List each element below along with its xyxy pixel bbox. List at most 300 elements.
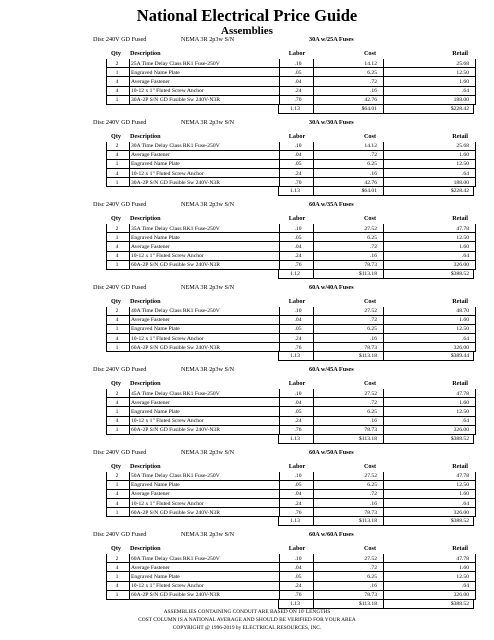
total-labor: 1.13 [290, 188, 300, 195]
column-header-cost: Cost [363, 462, 376, 470]
column-divider [313, 352, 314, 360]
cell-description: 10-12 x 1" Fluted Screw Anchor [131, 253, 204, 260]
column-header-cost: Cost [363, 297, 376, 305]
total-cost: $113.18 [359, 435, 377, 442]
cell-retail: 48.70 [456, 308, 469, 314]
column-header-labor: Labor [288, 215, 306, 222]
cell-retail: 1.60 [459, 78, 469, 85]
cell-cost: .72 [370, 399, 377, 406]
cell-description: 10-12 x 1" Fluted Screw Anchor [131, 88, 204, 95]
table-row [107, 508, 475, 517]
cell-qty: 1 [115, 408, 119, 415]
cell-qty: 4 [115, 317, 119, 324]
cell-description: 50A Time Delay Class RK1 Fuse-250V [131, 473, 220, 479]
cell-retail: 1.60 [459, 152, 469, 159]
column-headers [106, 296, 476, 307]
cell-retail: 1.60 [459, 491, 469, 498]
column-header-labor: Labor [288, 545, 306, 552]
cell-cost: 6.25 [367, 326, 377, 333]
cell-labor: .05 [294, 234, 302, 241]
column-divider [313, 435, 314, 443]
column-divider [383, 270, 384, 278]
cell-labor: .10 [294, 225, 302, 232]
table-row [107, 178, 475, 187]
cell-qty: 1 [115, 427, 119, 434]
cell-description: 10-12 x 1" Fluted Screw Anchor [131, 335, 204, 342]
column-header-qty: Qty [111, 50, 121, 57]
total-retail: $388.52 [450, 518, 469, 525]
cell-retail: 326.00 [453, 509, 469, 516]
cell-qty: 2 [115, 225, 119, 232]
table-row [107, 233, 475, 242]
cell-qty: 4 [115, 335, 119, 342]
column-divider [313, 517, 314, 525]
cell-qty: 4 [115, 253, 119, 260]
cell-cost: 78.73 [364, 344, 377, 351]
table-row [107, 334, 475, 343]
cell-retail: .64 [462, 88, 469, 95]
total-cost: $64.01 [361, 188, 377, 195]
total-cost: $64.01 [361, 105, 377, 112]
cell-retail: 326.00 [453, 262, 469, 269]
table-row [107, 87, 475, 96]
total-retail: $388.52 [450, 435, 469, 442]
cell-description: 45A Time Delay Class RK1 Fuse-250V [131, 390, 220, 397]
column-divider [383, 105, 384, 113]
table-row [107, 68, 475, 77]
totals-row [278, 270, 474, 279]
totals-row [278, 187, 474, 196]
column-headers [106, 131, 476, 142]
cell-retail: 326.00 [453, 427, 469, 434]
assembly-table [106, 296, 476, 362]
table-row [107, 426, 475, 435]
section-header [93, 36, 473, 46]
cell-retail: 12.50 [456, 234, 469, 241]
totals-row [278, 352, 474, 361]
table-body [106, 307, 476, 353]
cell-description: Average Fastener [131, 399, 170, 406]
cell-cost: 14.12 [364, 60, 377, 67]
cell-labor: .10 [294, 555, 302, 562]
total-cost: $113.18 [359, 270, 377, 277]
cell-qty: 2 [115, 555, 119, 562]
footer-line: COST COLUMN IS A NATIONAL AVERAGE AND SHOULD BE VERIFIED FOR YOUR AREA [138, 617, 356, 623]
cell-labor: .24 [294, 583, 302, 590]
cell-description: Average Fastener [131, 78, 170, 85]
cell-labor: .76 [294, 427, 302, 434]
cell-qty: 4 [115, 243, 119, 250]
cell-cost: .16 [370, 253, 377, 260]
cell-cost: 27.52 [364, 473, 377, 479]
cell-labor: .76 [294, 344, 302, 351]
cell-qty: 1 [115, 179, 119, 186]
section-header [93, 366, 473, 376]
column-header-retail: Retail [452, 462, 468, 470]
column-header-cost: Cost [363, 545, 376, 552]
cell-labor: .24 [294, 88, 302, 95]
column-header-description: Description [130, 297, 161, 305]
cell-labor: .04 [294, 399, 302, 406]
cell-qty: 1 [115, 97, 119, 104]
cell-qty: 1 [115, 326, 119, 333]
cell-labor: .24 [294, 418, 302, 425]
cell-retail: 12.50 [456, 408, 469, 415]
section-header-col1: Disc 240V GD Fused [93, 448, 147, 456]
table-row [107, 142, 475, 151]
column-header-cost: Cost [363, 215, 376, 222]
total-labor: 1.13 [290, 105, 300, 112]
totals-row [278, 600, 474, 609]
cell-cost: 42.76 [364, 97, 377, 104]
table-body [106, 142, 476, 188]
table-row [107, 160, 475, 169]
cell-labor: .70 [294, 179, 302, 186]
column-header-qty: Qty [111, 297, 121, 305]
section-header-col3: 60A w/45A Fuses [309, 366, 354, 373]
cell-cost: 78.73 [364, 592, 377, 599]
cell-cost: 27.52 [364, 555, 377, 562]
total-retail: $388.52 [450, 600, 469, 607]
cell-retail: .64 [462, 335, 469, 342]
table-row [107, 389, 475, 398]
cell-retail: 1.60 [459, 317, 469, 324]
cell-retail: .64 [462, 170, 469, 177]
total-labor: 1.13 [290, 353, 300, 360]
table-row [107, 307, 475, 316]
cell-cost: 78.73 [364, 427, 377, 434]
table-body [106, 472, 476, 518]
totals-row [278, 105, 474, 114]
cell-qty: 2 [115, 143, 119, 149]
cell-description: 40A Time Delay Class RK1 Fuse-250V [131, 308, 220, 314]
assembly-table [106, 48, 476, 114]
column-header-cost: Cost [363, 132, 376, 140]
column-header-qty: Qty [111, 132, 121, 140]
total-labor: 1.12 [290, 270, 300, 277]
cell-cost: .72 [370, 243, 377, 250]
cell-qty: 2 [115, 60, 119, 67]
cell-retail: 326.00 [453, 592, 469, 599]
section-header [93, 449, 473, 459]
cell-retail: 12.50 [456, 326, 469, 333]
cell-description: Engraved Name Plate [131, 326, 180, 333]
cell-qty: 1 [115, 573, 119, 580]
column-header-description: Description [130, 132, 161, 140]
column-divider [383, 517, 384, 525]
cell-description: Average Fastener [131, 243, 170, 250]
cell-description: 10-12 x 1" Fluted Screw Anchor [131, 418, 204, 425]
cell-labor: .05 [294, 573, 302, 580]
column-header-labor: Labor [288, 462, 306, 470]
cell-description: 10-12 x 1" Fluted Screw Anchor [131, 500, 204, 507]
cell-description: 60A-2P S/N GD Fusible Sw 240V-N3R [131, 344, 220, 351]
column-divider [383, 352, 384, 360]
cell-retail: .64 [462, 500, 469, 507]
cell-cost: 14.12 [364, 143, 377, 149]
cell-labor: .10 [294, 308, 302, 314]
cell-qty: 4 [115, 88, 119, 95]
column-divider [383, 187, 384, 195]
cell-qty: 1 [115, 161, 119, 168]
table-body [106, 554, 476, 600]
section-header [93, 201, 473, 211]
cell-cost: .16 [370, 88, 377, 95]
column-header-description: Description [130, 215, 161, 222]
table-row [107, 490, 475, 499]
total-retail: $228.42 [450, 188, 469, 195]
column-header-description: Description [130, 462, 161, 470]
column-header-retail: Retail [452, 215, 468, 222]
cell-labor: .70 [294, 97, 302, 104]
section-header [93, 284, 473, 294]
cell-qty: 2 [115, 308, 119, 314]
cell-description: 60A-2P S/N GD Fusible Sw 240V-N3R [131, 509, 220, 516]
cell-cost: 6.25 [367, 408, 377, 415]
cell-qty: 1 [115, 509, 119, 516]
cell-description: Average Fastener [131, 152, 170, 159]
column-header-description: Description [130, 380, 161, 387]
cell-labor: .76 [294, 262, 302, 269]
column-header-qty: Qty [111, 215, 121, 222]
section-header-col2: NEMA 3R 2p3w S/N [181, 201, 235, 208]
cell-labor: .05 [294, 326, 302, 333]
cell-retail: 1.60 [459, 399, 469, 406]
column-header-cost: Cost [363, 50, 376, 57]
column-header-retail: Retail [452, 297, 468, 305]
footer-line: COPYRIGHT @ 1996-2019 by ELECTRICAL RESOURCES, INC. [172, 625, 322, 631]
cell-labor: .05 [294, 161, 302, 168]
cell-description: 60A Time Delay Class RK1 Fuse-250V [131, 555, 220, 562]
footer-line: ASSEMBLIES CONTAINING CONDUIT ARE BASED ON 10' LENGTHS [163, 609, 331, 615]
table-row [107, 151, 475, 160]
cell-qty: 4 [115, 491, 119, 498]
total-cost: $113.18 [359, 353, 377, 360]
column-header-cost: Cost [363, 380, 376, 387]
cell-cost: .16 [370, 500, 377, 507]
table-row [107, 572, 475, 581]
cell-retail: 12.50 [456, 482, 469, 489]
cell-retail: 188.00 [453, 97, 469, 104]
cell-retail: 188.00 [453, 179, 469, 186]
cell-labor: .04 [294, 243, 302, 250]
total-labor: 1.13 [290, 600, 300, 607]
column-headers [106, 213, 476, 224]
section-header-col3: 60A w/50A Fuses [309, 448, 354, 456]
section-header-col1: Disc 240V GD Fused [93, 283, 147, 291]
section-header-col3: 60A w/35A Fuses [309, 201, 354, 208]
cell-qty: 4 [115, 152, 119, 159]
section-header-col3: 60A w/40A Fuses [309, 283, 354, 291]
cell-cost: .16 [370, 170, 377, 177]
cell-labor: .10 [294, 60, 302, 67]
cell-cost: 27.52 [364, 390, 377, 397]
cell-retail: 326.00 [453, 344, 469, 351]
cell-description: 60A-2P S/N GD Fusible Sw 240V-N3R [131, 262, 220, 269]
cell-cost: 6.25 [367, 69, 377, 76]
cell-labor: .04 [294, 491, 302, 498]
section-header-col1: Disc 240V GD Fused [93, 366, 147, 373]
column-divider [313, 270, 314, 278]
section-header-col3: 30A w/30A Fuses [309, 118, 354, 126]
cell-cost: 27.52 [364, 225, 377, 232]
cell-description: Engraved Name Plate [131, 408, 180, 415]
table-row [107, 554, 475, 563]
cell-retail: 47.78 [456, 225, 469, 232]
cell-labor: .10 [294, 143, 302, 149]
cell-cost: 6.25 [367, 234, 377, 241]
cell-cost: 42.76 [364, 179, 377, 186]
cell-retail: 12.50 [456, 69, 469, 76]
cell-description: 10-12 x 1" Fluted Screw Anchor [131, 170, 204, 177]
table-row [107, 261, 475, 270]
column-divider [383, 600, 384, 608]
cell-labor: .05 [294, 408, 302, 415]
total-cost: $113.18 [359, 600, 377, 607]
cell-labor: .04 [294, 152, 302, 159]
cell-retail: 12.50 [456, 573, 469, 580]
cell-description: Engraved Name Plate [131, 573, 180, 580]
cell-qty: 1 [115, 69, 119, 76]
table-row [107, 563, 475, 572]
table-body [106, 224, 476, 270]
section-header [93, 531, 473, 541]
section-header-col2: NEMA 3R 2p3w S/N [181, 118, 235, 126]
cell-description: 35A Time Delay Class RK1 Fuse-250V [131, 225, 220, 232]
cell-retail: 25.68 [456, 60, 469, 67]
table-row [107, 582, 475, 591]
cell-cost: .72 [370, 564, 377, 571]
cell-qty: 4 [115, 170, 119, 177]
cell-labor: .05 [294, 69, 302, 76]
total-retail: $389.44 [450, 353, 469, 360]
cell-description: 60A-2P S/N GD Fusible Sw 240V-N3R [131, 427, 220, 434]
cell-description: 25A Time Delay Class RK1 Fuse-250V [131, 60, 220, 67]
cell-labor: .10 [294, 473, 302, 479]
cell-qty: 4 [115, 78, 119, 85]
cell-description: Engraved Name Plate [131, 482, 180, 489]
cell-labor: .24 [294, 253, 302, 260]
cell-qty: 1 [115, 262, 119, 269]
cell-labor: .04 [294, 78, 302, 85]
cell-cost: 27.52 [364, 308, 377, 314]
cell-cost: .72 [370, 152, 377, 159]
column-header-labor: Labor [288, 297, 306, 305]
cell-retail: .64 [462, 253, 469, 260]
cell-qty: 4 [115, 583, 119, 590]
cell-retail: 47.78 [456, 555, 469, 562]
column-header-retail: Retail [452, 380, 468, 387]
cell-cost: .72 [370, 317, 377, 324]
page-subtitle: Assemblies [221, 25, 273, 37]
cell-description: Average Fastener [131, 564, 170, 571]
table-body [106, 59, 476, 105]
cell-description: Average Fastener [131, 317, 170, 324]
section-header-col2: NEMA 3R 2p3w S/N [181, 283, 235, 291]
assembly-table [106, 543, 476, 609]
section-header-col2: NEMA 3R 2p3w S/N [181, 531, 235, 538]
section-header-col1: Disc 240V GD Fused [93, 36, 147, 43]
cell-retail: .64 [462, 418, 469, 425]
cell-retail: 12.50 [456, 161, 469, 168]
cell-qty: 1 [115, 482, 119, 489]
cell-qty: 1 [115, 592, 119, 599]
cell-description: Engraved Name Plate [131, 234, 180, 241]
table-row [107, 224, 475, 233]
cell-description: 30A-2P S/N GD Fusible Sw 240V-N3R [131, 97, 220, 104]
column-header-qty: Qty [111, 462, 121, 470]
table-row [107, 77, 475, 86]
cell-qty: 1 [115, 234, 119, 241]
cell-labor: .10 [294, 390, 302, 397]
column-header-qty: Qty [111, 380, 121, 387]
cell-qty: 1 [115, 344, 119, 351]
column-headers [106, 461, 476, 472]
column-header-labor: Labor [288, 380, 306, 387]
table-row [107, 316, 475, 325]
cell-cost: .72 [370, 78, 377, 85]
cell-cost: .16 [370, 418, 377, 425]
cell-labor: .24 [294, 500, 302, 507]
section-header-col1: Disc 240V GD Fused [93, 201, 147, 208]
column-divider [313, 105, 314, 113]
cell-labor: .76 [294, 592, 302, 599]
assembly-table [106, 461, 476, 527]
cell-retail: 1.60 [459, 564, 469, 571]
cell-labor: .04 [294, 564, 302, 571]
table-row [107, 398, 475, 407]
column-headers [106, 543, 476, 554]
table-row [107, 591, 475, 600]
cell-retail: 47.78 [456, 390, 469, 397]
section-header-col2: NEMA 3R 2p3w S/N [181, 448, 235, 456]
total-retail: $228.42 [450, 105, 469, 112]
section-header-col2: NEMA 3R 2p3w S/N [181, 366, 235, 373]
cell-description: Average Fastener [131, 491, 170, 498]
section-header-col2: NEMA 3R 2p3w S/N [181, 36, 235, 43]
cell-cost: .16 [370, 335, 377, 342]
assembly-table [106, 213, 476, 279]
cell-qty: 4 [115, 418, 119, 425]
table-row [107, 325, 475, 334]
cell-labor: .76 [294, 509, 302, 516]
cell-description: 30A Time Delay Class RK1 Fuse-250V [131, 143, 220, 149]
cell-retail: .64 [462, 583, 469, 590]
column-header-labor: Labor [288, 50, 306, 57]
table-row [107, 96, 475, 105]
cell-labor: .05 [294, 482, 302, 489]
column-header-retail: Retail [452, 545, 468, 552]
table-body [106, 389, 476, 435]
cell-cost: 6.25 [367, 161, 377, 168]
totals-row [278, 517, 474, 526]
cell-labor: .24 [294, 170, 302, 177]
column-header-qty: Qty [111, 545, 121, 552]
cell-qty: 4 [115, 500, 119, 507]
section-header-col3: 60A w/60A Fuses [309, 531, 354, 538]
cell-labor: .04 [294, 317, 302, 324]
section-header-col3: 30A w/25A Fuses [309, 36, 354, 43]
column-header-retail: Retail [452, 50, 468, 57]
cell-description: 10-12 x 1" Fluted Screw Anchor [131, 583, 204, 590]
table-row [107, 343, 475, 352]
table-row [107, 417, 475, 426]
cell-qty: 2 [115, 473, 119, 479]
cell-description: Engraved Name Plate [131, 69, 180, 76]
column-header-description: Description [130, 50, 161, 57]
cell-retail: 1.60 [459, 243, 469, 250]
cell-labor: .24 [294, 335, 302, 342]
